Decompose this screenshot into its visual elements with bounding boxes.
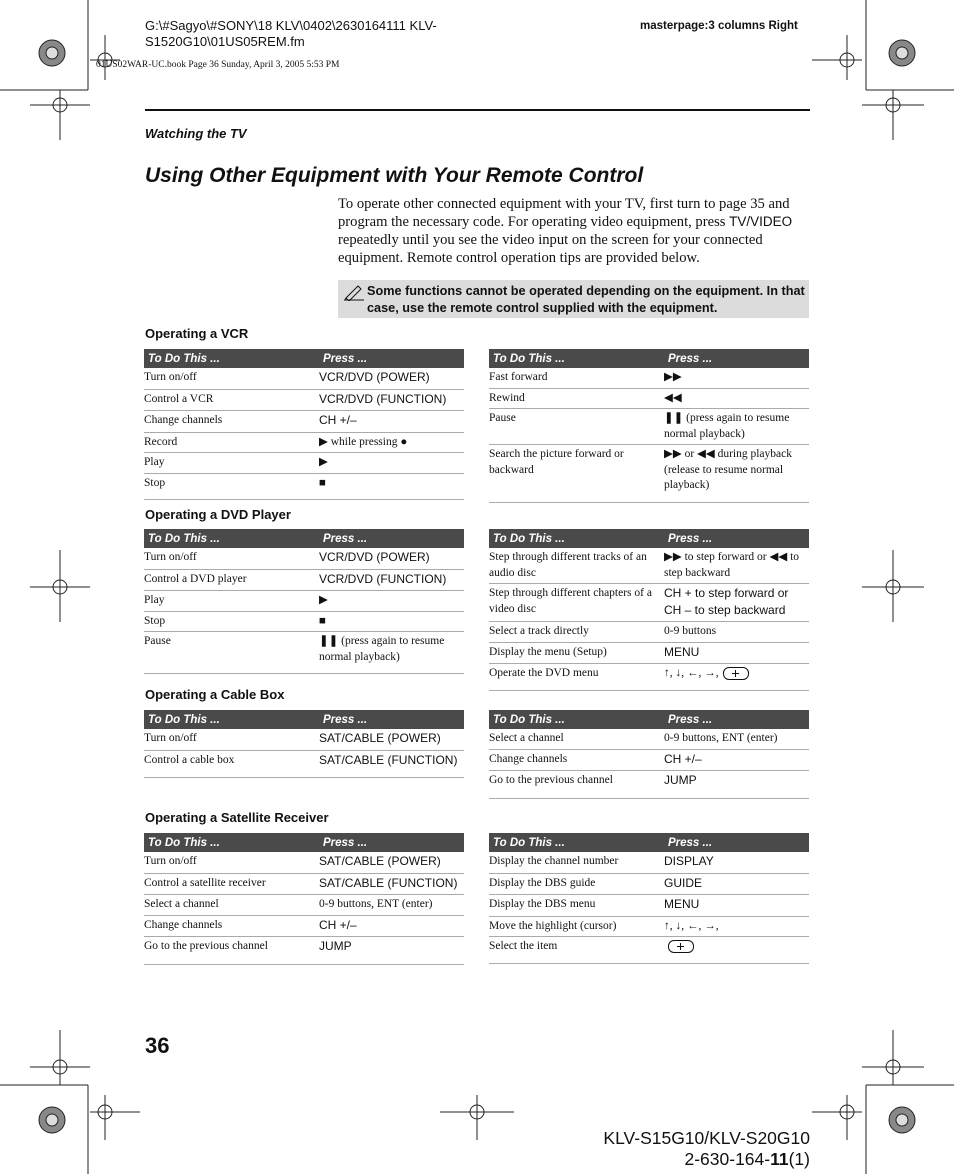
note-text: Some functions cannot be operated depending on the equipment. In that case, use the remote control supplied with the equipment. <box>367 284 805 315</box>
column-header-todo: To Do This ... <box>489 529 664 548</box>
table-header-row <box>144 833 464 852</box>
column-header-todo: To Do This ... <box>144 349 319 368</box>
row-button-text: ◀◀ <box>664 391 682 404</box>
row-action: Control a cable box <box>144 750 319 778</box>
row-button-text: SAT/CABLE (POWER) <box>319 731 441 745</box>
row-button <box>664 548 809 584</box>
model-name: KLV-S15G10/KLV-S20G10 <box>603 1128 810 1148</box>
column-header-todo: To Do This ... <box>144 833 319 852</box>
row-button-text: DISPLAY <box>664 854 714 868</box>
table-row <box>144 411 464 433</box>
row-action: Pause <box>489 409 664 445</box>
row-button-text: SAT/CABLE (FUNCTION) <box>319 875 458 890</box>
row-action: Turn on/off <box>144 548 319 569</box>
cable-table-right <box>489 710 809 799</box>
row-button <box>319 729 464 750</box>
row-action: Move the highlight (cursor) <box>489 916 664 937</box>
table-row <box>144 750 464 778</box>
row-button <box>664 368 809 388</box>
part-code-prefix: 2-630-164- <box>684 1149 771 1169</box>
vcr-table-left <box>144 349 464 500</box>
table-header-row <box>144 710 464 729</box>
enter-button-icon <box>668 940 694 953</box>
intro-text-1: To operate other connected equipment with your TV, first turn to page 35 and program the necessary code. For operating video equipment, press <box>338 196 790 230</box>
file-path-line-2: S1520G10\01US05REM.fm <box>145 34 305 49</box>
book-info: 01US02WAR-UC.book Page 36 Sunday, April 3, 2005 5:53 PM <box>96 60 340 70</box>
table-row <box>489 445 809 503</box>
row-action: Select a channel <box>144 895 319 916</box>
table-header-row <box>489 349 809 368</box>
table-row <box>144 432 464 453</box>
row-button-text: MENU <box>664 644 700 659</box>
table-row <box>489 622 809 643</box>
table-row <box>144 852 464 873</box>
cable-heading: Operating a Cable Box <box>145 687 285 702</box>
table-header-row <box>144 349 464 368</box>
row-action: Play <box>144 453 319 474</box>
table-row <box>489 368 809 388</box>
row-button <box>664 937 809 964</box>
row-action: Change channels <box>144 915 319 937</box>
row-button-text: ↑, ↓, ←, →, <box>664 919 719 932</box>
page-title: Using Other Equipment with Your Remote Control <box>145 164 644 187</box>
row-button-text: JUMP <box>664 773 697 787</box>
row-button-text: ■ <box>319 476 326 489</box>
file-path <box>145 18 475 50</box>
intro-paragraph <box>338 195 810 267</box>
row-action: Turn on/off <box>144 368 319 389</box>
row-action: Stop <box>144 473 319 500</box>
column-header-press: Press ... <box>664 349 809 368</box>
row-button-text: ▶▶ to step forward or ◀◀ to step backward <box>664 551 800 579</box>
row-action: Step through different tracks of an audio disc <box>489 548 664 584</box>
row-button <box>664 388 809 409</box>
column-header-press: Press ... <box>664 710 809 729</box>
column-header-todo: To Do This ... <box>489 710 664 729</box>
header-rule <box>145 109 810 111</box>
column-header-press: Press ... <box>319 833 464 852</box>
table-row <box>489 584 809 622</box>
table-row <box>489 729 809 749</box>
part-code-suffix: (1) <box>788 1149 810 1169</box>
masterpage-label: masterpage:3 columns Right <box>640 20 798 32</box>
row-action: Go to the previous channel <box>489 771 664 799</box>
row-button <box>664 409 809 445</box>
row-button-text: ▶ <box>319 456 328 468</box>
row-button <box>319 591 464 612</box>
column-header-press: Press ... <box>664 833 809 852</box>
note-box <box>338 280 809 318</box>
table-header-row <box>489 710 809 729</box>
row-action: Search the picture forward or backward <box>489 445 664 503</box>
row-button-text: CH +/– <box>319 917 357 932</box>
table-row <box>144 548 464 569</box>
row-action: Display the menu (Setup) <box>489 642 664 664</box>
row-button-text: CH +/– <box>319 413 357 427</box>
row-button <box>664 771 809 799</box>
table-row <box>489 548 809 584</box>
table-row <box>489 852 809 873</box>
table-row <box>489 895 809 917</box>
row-button <box>319 852 464 873</box>
row-button <box>664 852 809 873</box>
table-row <box>489 642 809 664</box>
row-button <box>319 432 464 453</box>
row-button-text: ▶▶ or ◀◀ during playback (release to resume normal playback) <box>664 448 792 491</box>
table-row <box>144 632 464 674</box>
column-header-press: Press ... <box>319 529 464 548</box>
row-button <box>319 873 464 895</box>
table-row <box>144 473 464 500</box>
row-button <box>319 895 464 916</box>
table-row <box>144 937 464 965</box>
part-code-bold: 11 <box>770 1149 789 1169</box>
row-button-text: SAT/CABLE (FUNCTION) <box>319 752 458 767</box>
cable-table-left <box>144 710 464 778</box>
row-action: Control a satellite receiver <box>144 873 319 895</box>
row-button-text: ■ <box>319 614 326 627</box>
row-action: Change channels <box>144 411 319 433</box>
table-row <box>144 729 464 750</box>
intro-text-2: repeatedly until you see the video input on the screen for your connected equipment. Remote control operation tips are provided below. <box>338 232 763 266</box>
row-button-text: ❚❚ (press again to resume normal playback) <box>664 412 790 440</box>
row-button <box>319 632 464 674</box>
row-button-text: ❚❚ (press again to resume normal playback) <box>319 635 445 663</box>
satellite-table-left <box>144 833 464 965</box>
column-header-todo: To Do This ... <box>144 710 319 729</box>
table-row <box>144 569 464 591</box>
row-action: Select a channel <box>489 729 664 749</box>
row-button-text: VCR/DVD (FUNCTION) <box>319 391 447 406</box>
row-button <box>319 389 464 411</box>
row-button <box>319 473 464 500</box>
table-row <box>489 749 809 771</box>
row-button-text: JUMP <box>319 939 352 953</box>
row-button-text: 0-9 buttons, ENT (enter) <box>319 898 433 910</box>
row-action: Turn on/off <box>144 852 319 873</box>
table-header-row <box>489 529 809 548</box>
row-action: Display the channel number <box>489 852 664 873</box>
row-button-text: VCR/DVD (POWER) <box>319 550 430 564</box>
row-button-text: ▶▶ <box>664 371 682 383</box>
table-row <box>489 937 809 964</box>
row-action: Operate the DVD menu <box>489 664 664 691</box>
dvd-table-right <box>489 529 809 691</box>
row-action: Fast forward <box>489 368 664 388</box>
row-button <box>319 411 464 433</box>
row-button-text: 0-9 buttons <box>664 625 717 637</box>
table-row <box>144 591 464 612</box>
row-button <box>664 584 809 622</box>
table-row <box>144 453 464 474</box>
table-row <box>144 873 464 895</box>
satellite-table-right <box>489 833 809 964</box>
row-button-text: ▶ while pressing ● <box>319 435 408 448</box>
table-row <box>489 664 809 691</box>
row-button-text: CH +/– <box>664 751 702 766</box>
row-action: Step through different chapters of a video disc <box>489 584 664 622</box>
row-button <box>664 622 809 643</box>
model-footer <box>560 1128 810 1170</box>
part-code <box>560 1149 810 1170</box>
row-action: Control a VCR <box>144 389 319 411</box>
row-action: Select the item <box>489 937 664 964</box>
table-header-row <box>144 529 464 548</box>
table-row <box>144 895 464 916</box>
row-button <box>319 611 464 632</box>
row-action: Play <box>144 591 319 612</box>
row-button <box>319 750 464 778</box>
row-button <box>664 445 809 503</box>
column-header-press: Press ... <box>319 710 464 729</box>
row-button <box>664 664 809 691</box>
row-action: Record <box>144 432 319 453</box>
tv-video-button-label: TV/VIDEO <box>729 214 793 229</box>
section-title: Watching the TV <box>145 126 247 141</box>
row-action: Go to the previous channel <box>144 937 319 965</box>
table-row <box>144 611 464 632</box>
row-button-text: ↑, ↓, ←, →, <box>664 667 719 679</box>
column-header-press: Press ... <box>664 529 809 548</box>
vcr-table-right <box>489 349 809 503</box>
row-button <box>319 937 464 965</box>
table-row <box>489 388 809 409</box>
table-row <box>489 873 809 895</box>
table-row <box>144 915 464 937</box>
table-header-row <box>489 833 809 852</box>
row-button-text: ▶ <box>319 594 328 606</box>
file-path-line-1: G:\#Sagyo\#SONY\18 KLV\0402\2630164111 KLV- <box>145 18 437 33</box>
table-row <box>489 771 809 799</box>
row-button <box>664 873 809 895</box>
row-action: Stop <box>144 611 319 632</box>
row-button-text: VCR/DVD (POWER) <box>319 370 430 384</box>
row-button <box>319 368 464 389</box>
column-header-todo: To Do This ... <box>489 833 664 852</box>
row-action: Select a track directly <box>489 622 664 643</box>
row-button <box>664 895 809 917</box>
row-button-text: CH + to step forward or CH – to step backward <box>664 586 789 617</box>
row-button-text: GUIDE <box>664 875 703 890</box>
row-button <box>319 915 464 937</box>
row-action: Turn on/off <box>144 729 319 750</box>
row-action: Change channels <box>489 749 664 771</box>
table-row <box>489 916 809 937</box>
table-row <box>144 368 464 389</box>
row-button <box>319 548 464 569</box>
row-action: Rewind <box>489 388 664 409</box>
table-row <box>489 409 809 445</box>
row-button <box>319 453 464 474</box>
row-button <box>319 569 464 591</box>
row-button-text: 0-9 buttons, ENT (enter) <box>664 732 778 744</box>
row-button <box>664 916 809 937</box>
pencil-note-icon <box>343 283 365 301</box>
row-button-text: SAT/CABLE (POWER) <box>319 854 441 868</box>
satellite-heading: Operating a Satellite Receiver <box>145 810 329 825</box>
column-header-todo: To Do This ... <box>144 529 319 548</box>
table-row <box>144 389 464 411</box>
page-number: 36 <box>145 1033 170 1058</box>
enter-button-icon <box>723 667 749 680</box>
row-button <box>664 749 809 771</box>
row-button-text: VCR/DVD (FUNCTION) <box>319 571 447 586</box>
vcr-heading: Operating a VCR <box>145 326 249 341</box>
row-button <box>664 729 809 749</box>
row-button <box>664 642 809 664</box>
column-header-press: Press ... <box>319 349 464 368</box>
dvd-heading: Operating a DVD Player <box>145 507 291 522</box>
row-action: Control a DVD player <box>144 569 319 591</box>
dvd-table-left <box>144 529 464 674</box>
row-action: Display the DBS menu <box>489 895 664 917</box>
row-button-text: MENU <box>664 897 700 911</box>
row-action: Display the DBS guide <box>489 873 664 895</box>
column-header-todo: To Do This ... <box>489 349 664 368</box>
row-action: Pause <box>144 632 319 674</box>
